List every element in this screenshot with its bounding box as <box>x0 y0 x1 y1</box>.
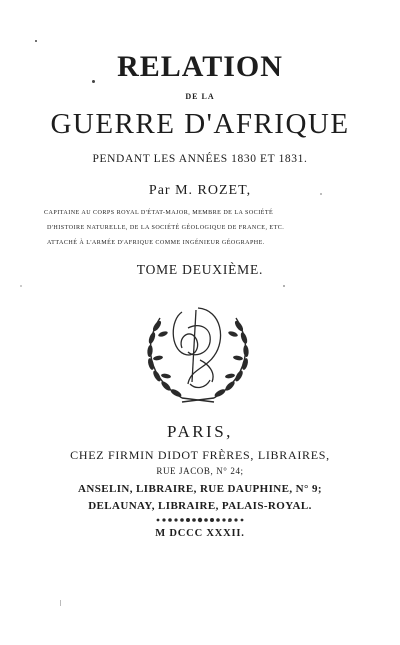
imprint-city: PARIS, <box>167 422 233 441</box>
scan-speck <box>35 40 37 42</box>
scan-speck <box>320 193 322 195</box>
title-de-la: DE LA <box>185 92 215 101</box>
scan-speck <box>92 80 95 83</box>
title-relation: RELATION <box>117 50 283 83</box>
monogram-laurel-wreath-icon <box>130 298 266 406</box>
scan-speck <box>60 600 61 606</box>
imprint-year: M DCCC XXXII. <box>155 528 245 539</box>
imprint-publisher-anselin: ANSELIN, LIBRAIRE, RUE DAUPHINE, N° 9; <box>78 483 322 495</box>
author-credential-line: ATTACHÉ À L'ARMÉE D'AFRIQUE COMME INGÉNIEUR GÉOGRAPHE. <box>47 240 265 246</box>
imprint-publisher-delaunay: DELAUNAY, LIBRAIRE, PALAIS-ROYAL. <box>88 500 312 512</box>
author-credential-line: D'HISTOIRE NATURELLE, DE LA SOCIÉTÉ GÉOLOGIQUE DE FRANCE, ETC. <box>47 225 285 231</box>
ornament-rule-icon <box>150 516 250 524</box>
author-credential-line: CAPITAINE AU CORPS ROYAL D'ÉTAT-MAJOR, MEMBRE DE LA SOCIÉTÉ <box>44 210 274 216</box>
volume-label: TOME DEUXIÈME. <box>136 262 264 277</box>
imprint-address-jacob: RUE JACOB, N° 24; <box>156 466 244 476</box>
title-guerre-dafrique: GUERRE D'AFRIQUE <box>50 108 350 140</box>
scan-speck <box>228 520 231 522</box>
scan-speck <box>283 285 285 287</box>
title-dates: PENDANT LES ANNÉES 1830 ET 1831. <box>92 153 308 165</box>
imprint-publisher-didot: CHEZ FIRMIN DIDOT FRÈRES, LIBRAIRES, <box>70 448 330 462</box>
scan-speck <box>20 285 22 287</box>
author-line: Par M. ROZET, <box>148 183 252 198</box>
